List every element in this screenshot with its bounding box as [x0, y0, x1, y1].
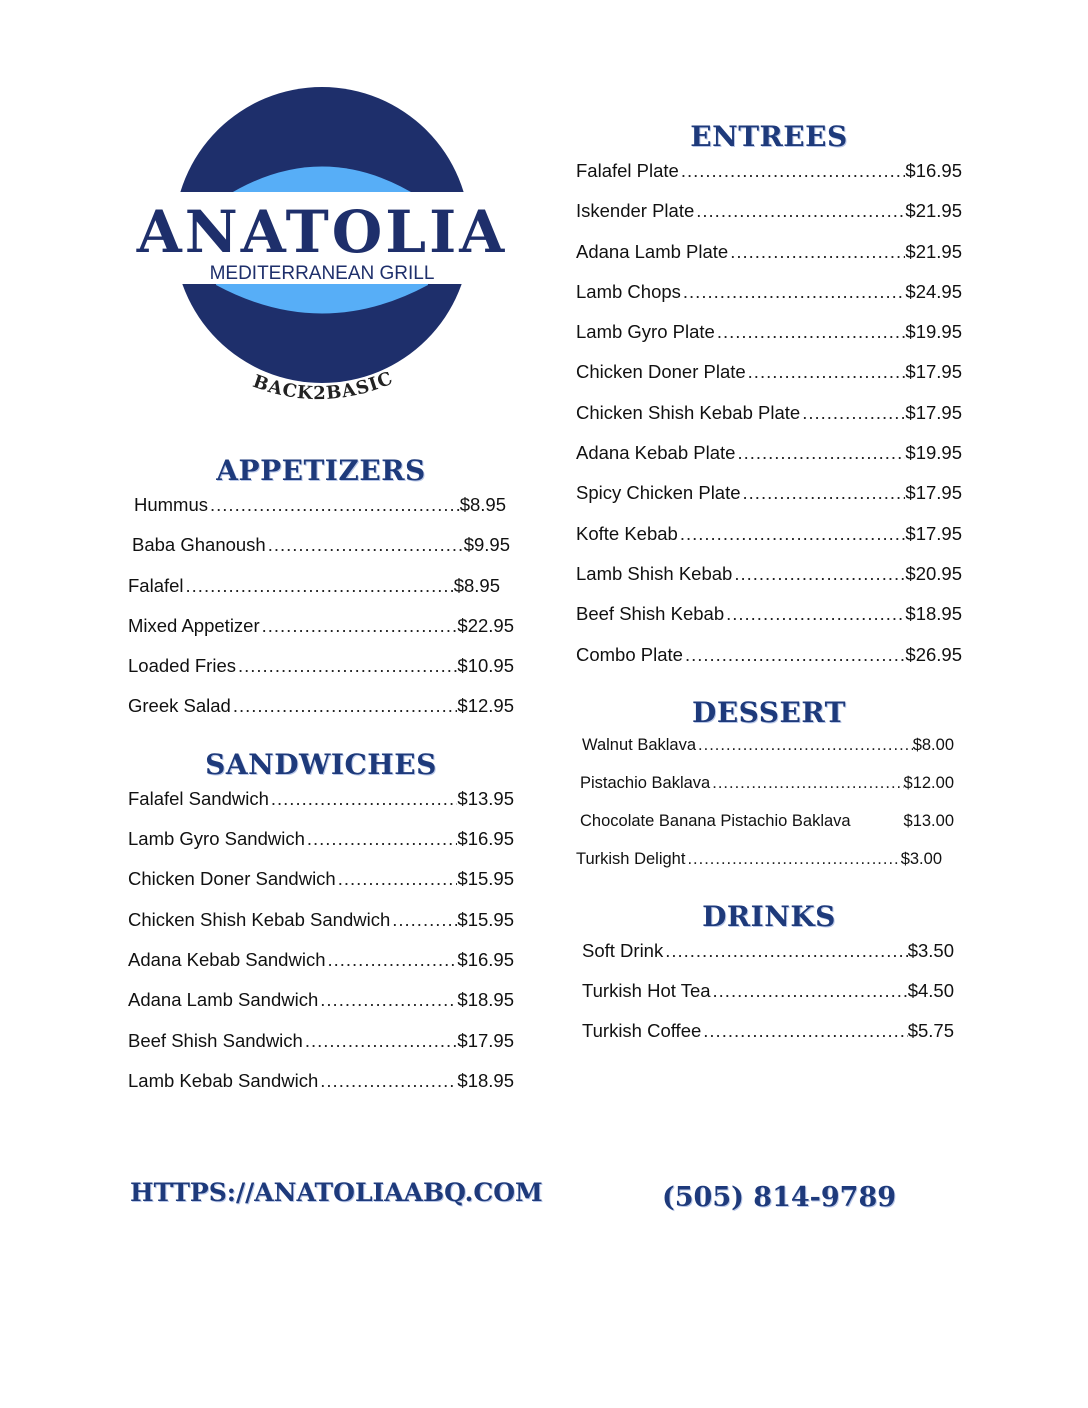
menu-item [128, 534, 514, 574]
item-name: Adana Lamb Plate [576, 240, 729, 262]
item-name: Adana Lamb Sandwich [128, 989, 319, 1011]
menu-item [128, 909, 514, 949]
leader-dots [741, 482, 906, 504]
item-name: Chicken Doner Plate [576, 361, 746, 383]
item-name: Hummus [134, 494, 209, 515]
item-name: Soft Drink [582, 939, 664, 961]
menu-item [128, 828, 514, 868]
phone-number[interactable]: (505) 814-9789 [662, 1182, 897, 1213]
leader-dots [231, 695, 458, 717]
item-price: $15.95 [457, 868, 514, 890]
menu-item [576, 563, 962, 603]
leader-dots [269, 788, 458, 810]
leader-dots [711, 980, 908, 1002]
item-price: $24.95 [905, 280, 962, 302]
appetizers-list [128, 494, 514, 736]
menu-item [576, 482, 962, 522]
item-price: $16.95 [905, 160, 962, 181]
item-price: $16.95 [457, 828, 514, 850]
item-name: Lamb Gyro Plate [576, 321, 715, 343]
anatolia-logo [128, 80, 518, 420]
item-name: Spicy Chicken Plate [576, 482, 741, 504]
item-price: $3.50 [907, 939, 954, 961]
leader-dots [325, 949, 457, 971]
website-url[interactable]: HTTPS://ANATOLIAABQ.COM [130, 1178, 543, 1207]
menu-item [576, 241, 962, 281]
leader-dots [260, 615, 458, 637]
item-name: Chocolate Banana Pistachio Baklava [580, 811, 851, 830]
menu-item [576, 644, 962, 684]
menu-item [576, 321, 962, 361]
leader-dots [683, 644, 905, 666]
drinks-list [576, 940, 962, 1061]
leader-dots [236, 655, 457, 677]
menu-item [128, 1070, 514, 1110]
drinks-title: DRINKS [702, 899, 836, 933]
menu-item [576, 850, 962, 888]
item-name: Turkish Hot Tea [582, 980, 711, 1002]
item-price: $15.95 [457, 908, 514, 930]
item-price: $17.95 [905, 482, 962, 504]
leader-dots [208, 494, 460, 516]
leader-dots [735, 442, 905, 464]
item-price: $21.95 [905, 240, 962, 262]
item-price: $26.95 [905, 643, 962, 665]
item-name: Falafel [128, 574, 184, 596]
appetizers-title: APPETIZERS [216, 454, 426, 487]
leader-dots [685, 850, 900, 869]
leader-dots [701, 1020, 907, 1042]
menu-item [576, 402, 962, 442]
item-price: $13.00 [903, 811, 954, 830]
leader-dots [681, 281, 906, 303]
item-price: $17.95 [905, 401, 962, 423]
item-price: $22.95 [457, 614, 514, 636]
item-price: $17.95 [457, 1029, 514, 1051]
item-price: $19.95 [905, 442, 962, 464]
logo-tagline: MEDITERRANEAN GRILL [209, 263, 435, 284]
item-name: Chicken Shish Kebab Plate [576, 401, 801, 423]
menu-item [582, 1020, 954, 1060]
menu-item [128, 615, 514, 655]
item-name: Beef Shish Kebab [576, 603, 725, 625]
item-name: Lamb Chops [576, 280, 681, 302]
menu-item [128, 695, 514, 735]
item-price: $19.95 [905, 321, 962, 343]
item-name: Greek Salad [128, 695, 231, 717]
item-name: Adana Kebab Sandwich [128, 948, 326, 970]
leader-dots [679, 160, 906, 182]
item-name: Walnut Baklava [582, 735, 697, 754]
menu-item [128, 1030, 514, 1070]
item-name: Baba Ghanoush [132, 534, 266, 556]
left-column [128, 448, 514, 1110]
item-price: $3.00 [900, 849, 942, 868]
leader-dots [336, 868, 458, 890]
item-price: $8.95 [453, 574, 500, 596]
menu-item [576, 603, 962, 643]
item-price: $8.95 [459, 494, 506, 515]
leader-dots [390, 909, 457, 931]
leader-dots [732, 563, 905, 585]
item-price: $10.95 [457, 655, 514, 677]
sandwiches-title: SANDWICHES [205, 747, 437, 781]
menu-item [128, 788, 514, 828]
leader-dots [715, 321, 906, 343]
leader-dots [746, 361, 906, 383]
right-column [576, 114, 962, 1061]
item-price: $12.95 [457, 695, 514, 717]
item-name: Combo Plate [576, 643, 683, 665]
item-price: $18.95 [905, 603, 962, 625]
item-name: Lamb Kebab Sandwich [128, 1069, 319, 1091]
item-price: $16.95 [457, 948, 514, 970]
item-price: $18.95 [457, 1069, 514, 1091]
item-price: $9.95 [463, 534, 510, 556]
menu-item [576, 442, 962, 482]
item-price: $17.95 [905, 361, 962, 383]
item-name: Pistachio Baklava [580, 773, 711, 792]
item-price: $21.95 [905, 200, 962, 222]
leader-dots [184, 575, 454, 597]
item-price: $13.95 [457, 787, 514, 809]
entrees-list [576, 160, 962, 684]
sandwiches-list [128, 788, 514, 1110]
item-price: $18.95 [457, 989, 514, 1011]
menu-item [582, 980, 954, 1020]
menu-item [128, 575, 514, 615]
leader-dots [678, 523, 906, 545]
item-name: Kofte Kebab [576, 522, 678, 544]
item-price: $8.00 [912, 735, 954, 754]
item-name: Falafel Plate [576, 160, 679, 181]
menu-item [576, 200, 962, 240]
item-price: $12.00 [903, 773, 954, 792]
logo-slogan-text: BACK2BASIC [250, 367, 397, 405]
leader-dots [728, 241, 905, 263]
item-name: Turkish Delight [576, 849, 686, 868]
leader-dots [800, 402, 905, 424]
item-name: Lamb Shish Kebab [576, 562, 733, 584]
menu-item [128, 868, 514, 908]
leader-dots [663, 940, 907, 962]
item-price: $5.75 [907, 1020, 954, 1042]
item-name: Beef Shish Sandwich [128, 1029, 303, 1051]
item-price: $20.95 [905, 562, 962, 584]
leader-dots [318, 989, 457, 1011]
dessert-list [576, 736, 962, 888]
leader-dots [305, 828, 458, 850]
item-price: $4.50 [907, 980, 954, 1002]
item-name: Chicken Doner Sandwich [128, 868, 336, 890]
menu-item [576, 736, 962, 774]
menu-item [576, 160, 962, 200]
item-name: Lamb Gyro Sandwich [128, 828, 305, 850]
dessert-title: DESSERT [692, 695, 846, 729]
menu-item [576, 361, 962, 401]
leader-dots [724, 603, 905, 625]
menu-item [128, 989, 514, 1029]
item-name: Chicken Shish Kebab Sandwich [128, 908, 391, 930]
logo-brand-name: ANATOLIA [136, 198, 508, 266]
leader-dots [696, 736, 913, 755]
menu-item [576, 523, 962, 563]
item-name: Turkish Coffee [582, 1020, 702, 1042]
menu-item [128, 494, 514, 534]
item-name: Mixed Appetizer [128, 614, 260, 636]
item-name: Iskender Plate [576, 200, 695, 222]
menu-item [128, 655, 514, 695]
leader-dots [710, 774, 903, 793]
entrees-title: ENTREES [690, 120, 848, 153]
menu-item [582, 940, 954, 980]
menu-item [576, 774, 962, 812]
menu-item [128, 949, 514, 989]
leader-dots [303, 1030, 458, 1052]
leader-dots [318, 1070, 457, 1092]
item-name: Falafel Sandwich [128, 787, 269, 809]
leader-dots [694, 200, 905, 222]
item-name: Loaded Fries [128, 655, 236, 677]
menu-item [576, 281, 962, 321]
item-name: Adana Kebab Plate [576, 442, 736, 464]
leader-dots [266, 534, 464, 556]
item-price: $17.95 [905, 522, 962, 544]
menu-item [576, 812, 962, 850]
